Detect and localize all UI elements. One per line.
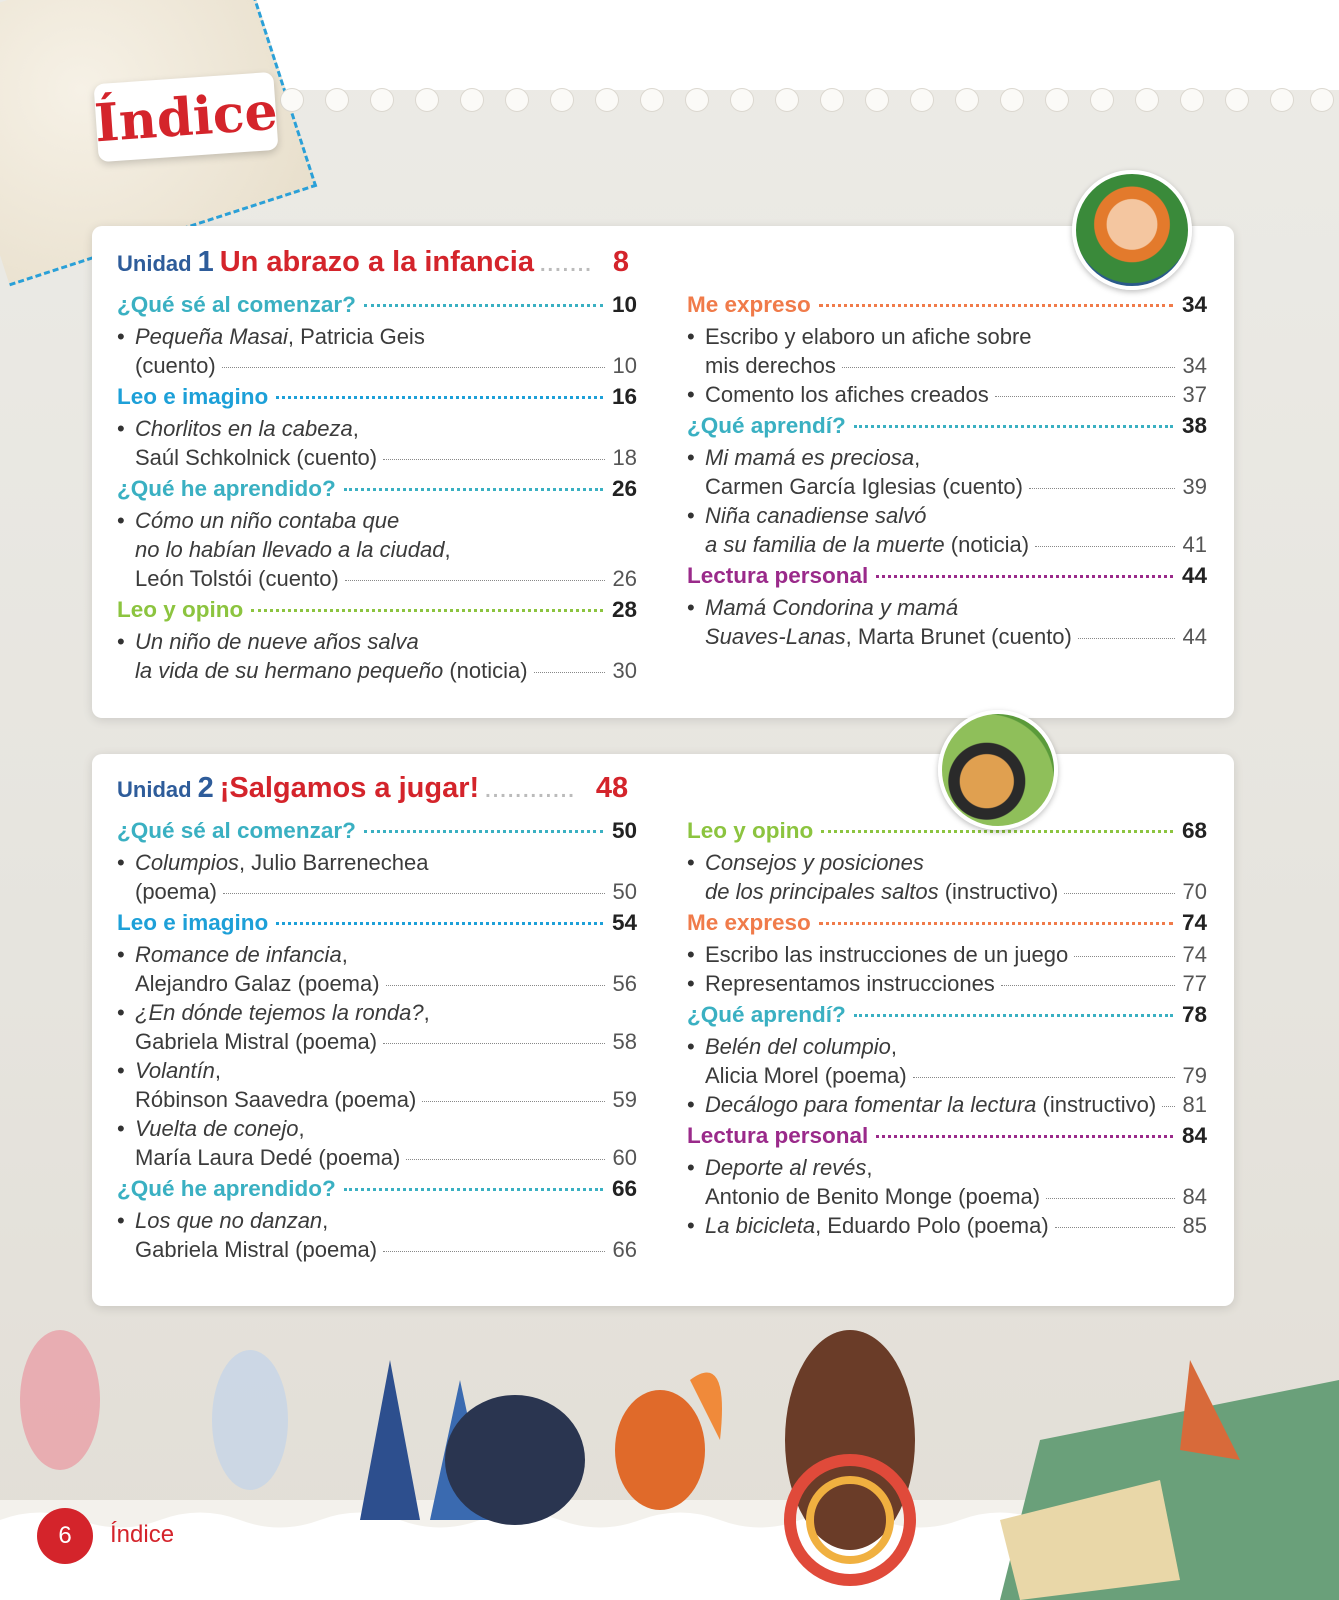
item-title: Belén del columpio xyxy=(705,1034,891,1059)
section-page: 84 xyxy=(1181,1123,1207,1148)
section-heading[interactable] xyxy=(117,597,637,627)
item-page: 70 xyxy=(1182,879,1207,904)
footer-label: Índice xyxy=(110,1521,175,1548)
section-label: ¿Qué he aprendido? xyxy=(117,1176,336,1201)
list-item[interactable] xyxy=(117,1114,637,1172)
item-genre: (poema) xyxy=(135,879,217,904)
item-title: Chorlitos en la cabeza xyxy=(135,416,353,441)
list-item[interactable] xyxy=(117,1056,637,1114)
unit2-heading xyxy=(117,772,628,805)
item-genre: (noticia) xyxy=(443,658,528,683)
item-page: 58 xyxy=(612,1029,637,1054)
item-title: Decálogo para fomentar la lectura xyxy=(705,1092,1037,1117)
list-item[interactable] xyxy=(117,848,637,906)
section-label: Leo e imagino xyxy=(117,910,269,935)
list-item[interactable] xyxy=(687,940,1207,969)
item-author: Gabriela Mistral (poema) xyxy=(135,1237,378,1262)
perforation-row xyxy=(280,88,1339,118)
item-page: 79 xyxy=(1182,1063,1207,1088)
section-heading[interactable] xyxy=(117,476,637,506)
item-genre: (cuento) xyxy=(135,353,216,378)
title-badge xyxy=(93,72,278,162)
section-heading[interactable] xyxy=(687,910,1207,940)
item-title: Vuelta de conejo xyxy=(135,1116,299,1141)
section-page: 54 xyxy=(611,910,637,935)
section-page: 50 xyxy=(611,818,637,843)
list-item[interactable] xyxy=(687,1090,1207,1119)
unit2-right-column xyxy=(687,814,1207,1240)
section-heading[interactable] xyxy=(117,910,637,940)
unit2-card xyxy=(92,754,1234,1306)
section-page: 78 xyxy=(1181,1002,1207,1027)
item-page: 26 xyxy=(612,566,637,591)
item-page: 44 xyxy=(1182,624,1207,649)
unit-page: 48 xyxy=(595,772,629,804)
section-page: 34 xyxy=(1181,292,1207,317)
section-page: 66 xyxy=(611,1176,637,1201)
section-label: Me expreso xyxy=(687,910,811,935)
section-page: 68 xyxy=(1181,818,1207,843)
item-genre: (instructivo) xyxy=(938,879,1059,904)
list-item[interactable] xyxy=(117,322,637,380)
item-title: • Representamos instrucciones xyxy=(705,971,995,996)
section-label: ¿Qué aprendí? xyxy=(687,1002,846,1027)
item-page: 66 xyxy=(612,1237,637,1262)
child-helmet-illustration xyxy=(1072,170,1192,290)
section-page: 16 xyxy=(611,384,637,409)
item-page: 77 xyxy=(1182,971,1207,996)
section-label: ¿Qué aprendí? xyxy=(687,413,846,438)
list-item[interactable] xyxy=(687,848,1207,906)
item-title: • Consejos y posiciones xyxy=(705,850,924,875)
item-punct: , xyxy=(423,1000,430,1025)
item-title: • Un niño de nueve años salva xyxy=(135,629,419,654)
page-title: Índice xyxy=(92,80,280,154)
item-title-cont: a su familia de la muerte xyxy=(705,532,945,557)
item-title: Deporte al revés xyxy=(705,1155,867,1180)
item-page: 84 xyxy=(1182,1184,1207,1209)
list-item[interactable] xyxy=(117,998,637,1056)
list-item[interactable] xyxy=(687,380,1207,409)
list-item[interactable] xyxy=(687,443,1207,501)
list-item[interactable] xyxy=(687,969,1207,998)
item-title: • Cómo un niño contaba que xyxy=(135,508,400,533)
item-page: 41 xyxy=(1182,532,1207,557)
section-label: ¿Qué sé al comenzar? xyxy=(117,818,356,843)
section-heading[interactable] xyxy=(687,413,1207,443)
item-title-cont: la vida de su hermano pequeño xyxy=(135,658,444,683)
item-title: Mi mamá es preciosa xyxy=(705,445,915,470)
list-item[interactable] xyxy=(687,1211,1207,1240)
section-label: ¿Qué sé al comenzar? xyxy=(117,292,356,317)
section-label: ¿Qué he aprendido? xyxy=(117,476,336,501)
unit-page: 8 xyxy=(612,246,630,278)
item-page: 74 xyxy=(1182,942,1207,967)
unit-word: Unidad xyxy=(117,251,192,276)
section-page: 38 xyxy=(1181,413,1207,438)
item-title: Volantín xyxy=(135,1058,215,1083)
unit-leader: ............ xyxy=(485,780,576,802)
item-title: Romance de infancia xyxy=(135,942,342,967)
list-item[interactable] xyxy=(687,593,1207,651)
list-item[interactable] xyxy=(117,414,637,472)
section-heading[interactable] xyxy=(687,1123,1207,1153)
item-page: 85 xyxy=(1182,1213,1207,1238)
list-item[interactable] xyxy=(117,940,637,998)
item-page: 34 xyxy=(1182,353,1207,378)
section-page: 74 xyxy=(1181,910,1207,935)
item-page: 39 xyxy=(1182,474,1207,499)
item-genre: (noticia) xyxy=(944,532,1030,557)
unit1-card xyxy=(92,226,1234,718)
section-heading[interactable] xyxy=(117,292,637,322)
item-author: , Marta Brunet (cuento) xyxy=(845,624,1072,649)
item-punct: , xyxy=(444,537,451,562)
children-playing-illustration xyxy=(938,710,1058,830)
item-punct: , xyxy=(866,1155,873,1180)
item-title: Columpios xyxy=(135,850,239,875)
page-number: 6 xyxy=(58,1522,72,1549)
item-author: , Eduardo Polo (poema) xyxy=(815,1213,1049,1238)
item-title: La bicicleta xyxy=(705,1213,816,1238)
unit1-right-column xyxy=(687,288,1207,651)
section-label: Lectura personal xyxy=(687,1123,869,1148)
section-page: 26 xyxy=(611,476,637,501)
section-page: 28 xyxy=(611,597,637,622)
item-page: 56 xyxy=(612,971,637,996)
item-punct: , xyxy=(298,1116,305,1141)
top-paper-sheet xyxy=(250,0,1339,90)
section-heading[interactable] xyxy=(117,818,637,848)
item-author: León Tolstói (cuento) xyxy=(135,566,339,591)
section-label: Leo e imagino xyxy=(117,384,269,409)
unit-title: Un abrazo a la infancia xyxy=(219,246,534,278)
item-title: ¿En dónde tejemos la ronda? xyxy=(135,1000,424,1025)
list-item[interactable] xyxy=(117,627,637,685)
list-item[interactable] xyxy=(117,1206,637,1264)
unit2-left-column xyxy=(117,814,637,1264)
unit-word: Unidad xyxy=(117,777,192,802)
item-author: Róbinson Saavedra (poema) xyxy=(135,1087,417,1112)
item-punct: , xyxy=(214,1058,222,1083)
section-heading[interactable] xyxy=(687,818,1207,848)
unit1-heading xyxy=(117,246,629,279)
item-punct: , xyxy=(352,416,359,441)
unit-number: 1 xyxy=(197,246,214,278)
item-title: • Comento los afiches creados xyxy=(705,382,989,407)
item-page: 37 xyxy=(1182,382,1207,407)
section-label: Lectura personal xyxy=(687,563,869,588)
item-author: Carmen García Iglesias (cuento) xyxy=(705,474,1023,499)
item-title: • Niña canadiense salvó xyxy=(705,503,927,528)
unit-title: ¡Salgamos a jugar! xyxy=(219,772,480,804)
section-heading[interactable] xyxy=(117,384,637,414)
item-author: María Laura Dedé (poema) xyxy=(135,1145,401,1170)
item-title-cont: no lo habían llevado a la ciudad xyxy=(135,537,445,562)
item-title: Pequeña Masai xyxy=(135,324,288,349)
item-page: 10 xyxy=(612,353,637,378)
item-author: Gabriela Mistral (poema) xyxy=(135,1029,378,1054)
section-label: Leo y opino xyxy=(117,597,244,622)
section-label: Me expreso xyxy=(687,292,811,317)
item-page: 50 xyxy=(612,879,637,904)
item-title-cont: de los principales saltos xyxy=(705,879,939,904)
item-page: 30 xyxy=(612,658,637,683)
item-author: , Patricia Geis xyxy=(287,324,425,349)
item-genre: (instructivo) xyxy=(1036,1092,1157,1117)
item-page: 18 xyxy=(612,445,637,470)
unit1-left-column xyxy=(117,288,637,685)
item-page: 59 xyxy=(612,1087,637,1112)
item-title: • Escribo las instrucciones de un juego xyxy=(705,942,1069,967)
section-heading[interactable] xyxy=(687,292,1207,322)
list-item[interactable] xyxy=(117,506,637,593)
item-author: , Julio Barrenechea xyxy=(238,850,429,875)
list-item[interactable] xyxy=(687,1153,1207,1211)
item-page: 81 xyxy=(1182,1092,1207,1117)
item-author: Antonio de Benito Monge (poema) xyxy=(705,1184,1041,1209)
bottom-illustration xyxy=(0,1320,1339,1600)
item-page: 60 xyxy=(612,1145,637,1170)
unit-leader: ....... xyxy=(539,254,593,276)
list-item[interactable] xyxy=(687,322,1207,380)
section-page: 10 xyxy=(611,292,637,317)
item-title: Los que no danzan xyxy=(135,1208,323,1233)
section-heading[interactable] xyxy=(117,1176,637,1206)
item-punct: , xyxy=(322,1208,329,1233)
list-item[interactable] xyxy=(687,501,1207,559)
item-title-cont: Suaves-Lanas xyxy=(705,624,846,649)
section-label: Leo y opino xyxy=(687,818,814,843)
unit-number: 2 xyxy=(197,772,214,804)
item-author: Saúl Schkolnick (cuento) xyxy=(135,445,378,470)
item-title-cont: mis derechos xyxy=(705,353,836,378)
item-punct: , xyxy=(341,942,348,967)
item-author: Alejandro Galaz (poema) xyxy=(135,971,380,996)
item-title: • Escribo y elaboro un afiche sobre xyxy=(705,324,1032,349)
section-heading[interactable] xyxy=(687,563,1207,593)
item-punct: , xyxy=(914,445,921,470)
item-author: Alicia Morel (poema) xyxy=(705,1063,907,1088)
section-heading[interactable] xyxy=(687,1002,1207,1032)
item-punct: , xyxy=(890,1034,898,1059)
page-number-badge xyxy=(37,1508,93,1564)
list-item[interactable] xyxy=(687,1032,1207,1090)
section-page: 44 xyxy=(1181,563,1207,588)
item-title: • Mamá Condorina y mamá xyxy=(705,595,959,620)
